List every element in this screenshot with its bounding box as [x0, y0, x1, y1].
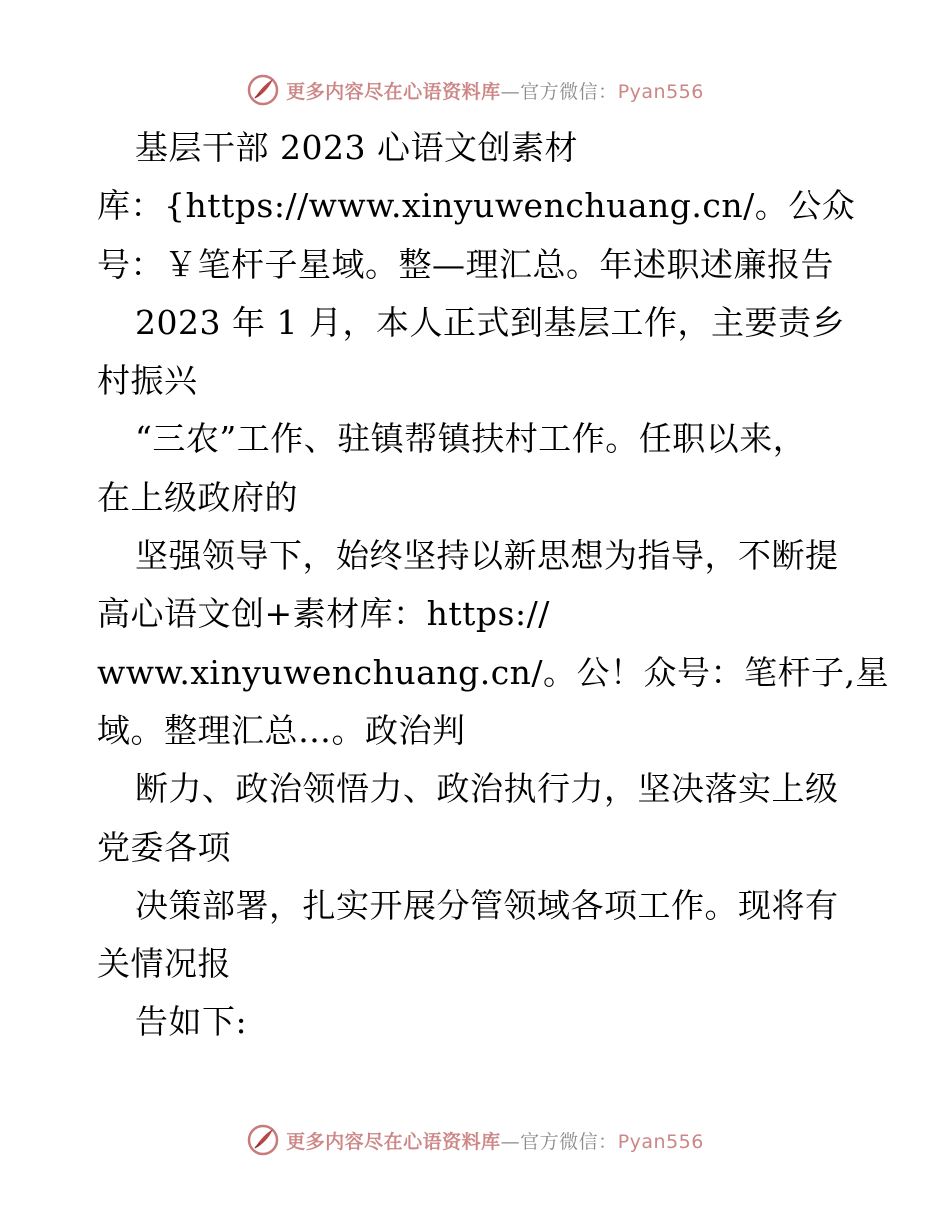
- text-line-4: 2023 年 1 月，本人正式到基层工作，主要责乡: [135, 302, 845, 342]
- text-line-11: 域。整理汇总…。政治判: [97, 710, 466, 750]
- text-line-16: 告如下:: [135, 1002, 248, 1042]
- quill-circle-icon: [246, 73, 280, 107]
- text-line-2: 库：{https://www.xinyuwenchuang.cn/。公众: [97, 186, 856, 226]
- text-line-3: 号：￥笔杆子星域。整—理汇总。年述职述廉报告: [97, 244, 834, 284]
- text-line-10: www.xinyuwenchuang.cn/。公！众号：笔杆子,星: [97, 652, 890, 692]
- watermark-official-text: 官方微信：: [520, 80, 618, 103]
- watermark-text: [286, 1127, 704, 1154]
- watermark-account: Pyan556: [617, 80, 704, 103]
- text-line-7: 在上级政府的: [97, 477, 298, 517]
- footer-watermark: [0, 1120, 950, 1160]
- watermark-official-text: 官方微信：: [520, 1130, 618, 1153]
- text-line-13: 党委各项: [97, 827, 231, 867]
- text-line-6: “三农”工作、驻镇帮镇扶村工作。任职以来，: [135, 419, 807, 459]
- text-line-9: 高心语文创+素材库：https://: [97, 594, 550, 634]
- quill-circle-icon: [246, 1123, 280, 1157]
- text-line-1: 基层干部 2023 心语文创素材: [135, 128, 578, 167]
- header-watermark: [0, 70, 950, 110]
- document-body: [97, 119, 890, 1052]
- watermark-site-text: 更多内容尽在心语资料库: [286, 80, 501, 103]
- text-line-12: 断力、政治领悟力、政治执行力，坚决落实上级: [135, 769, 839, 809]
- watermark-dash: —: [500, 1130, 521, 1153]
- watermark-account: Pyan556: [617, 1130, 704, 1153]
- text-line-8: 坚强领导下，始终坚持以新思想为指导，不断提: [135, 536, 839, 576]
- text-line-14: 决策部署，扎实开展分管领域各项工作。现将有: [135, 885, 839, 925]
- watermark-text: [286, 77, 704, 104]
- watermark-site-text: 更多内容尽在心语资料库: [286, 1130, 501, 1153]
- text-line-5: 村振兴: [97, 361, 198, 401]
- watermark-dash: —: [500, 80, 521, 103]
- text-line-15: 关情况报: [97, 944, 231, 984]
